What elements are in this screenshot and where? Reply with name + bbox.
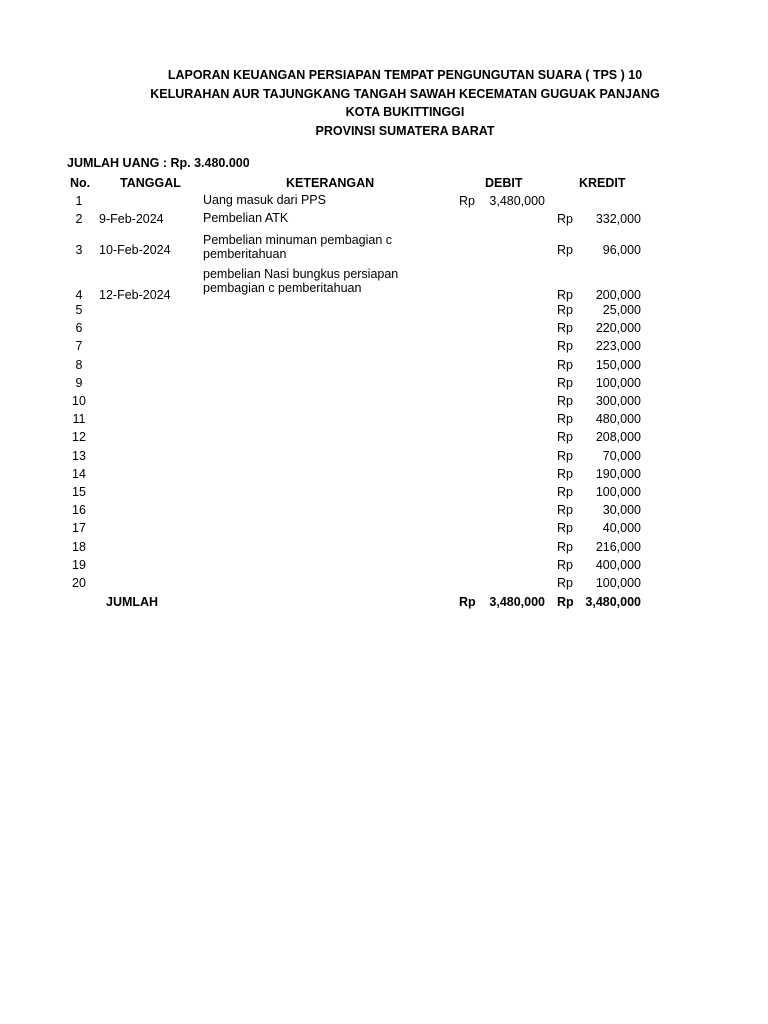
table-row <box>0 449 768 467</box>
row-number: 20 <box>72 576 86 590</box>
row-description: pembelian Nasi bungkus persiapan pembagian c pemberitahuan <box>203 267 399 295</box>
column-header-credit: KREDIT <box>579 176 626 190</box>
row-credit-currency: Rp <box>557 448 573 463</box>
column-header-date: TANGGAL <box>120 176 181 190</box>
row-credit-amount: 100,000 <box>595 576 641 590</box>
row-number: 12 <box>72 430 86 445</box>
row-credit-amount: 216,000 <box>595 539 641 554</box>
row-credit-currency: Rp <box>557 288 573 302</box>
table-row <box>0 303 768 321</box>
row-number: 10 <box>72 394 86 408</box>
row-number: 2 <box>75 212 83 226</box>
row-credit-amount: 223,000 <box>595 339 641 354</box>
row-credit-amount: 200,000 <box>595 288 641 302</box>
table-row <box>0 376 768 394</box>
row-credit-amount: 220,000 <box>595 321 641 336</box>
row-credit-amount: 70,000 <box>602 448 641 463</box>
row-number: 19 <box>72 557 86 572</box>
title-line: PROVINSI SUMATERA BARAT <box>315 123 495 138</box>
total-label: JUMLAH <box>106 595 159 609</box>
table-row <box>0 212 768 230</box>
table-row <box>0 503 768 521</box>
total-debit-currency: Rp <box>459 595 476 609</box>
row-number: 13 <box>72 448 86 463</box>
row-credit-currency: Rp <box>557 212 573 226</box>
row-credit-currency: Rp <box>557 357 573 372</box>
row-credit-currency: Rp <box>557 539 573 554</box>
row-number: 3 <box>75 243 83 257</box>
row-debit-amount: 3,480,000 <box>489 194 545 208</box>
row-credit-currency: Rp <box>557 521 573 536</box>
row-number: 8 <box>75 357 83 372</box>
total-row <box>0 595 768 613</box>
row-credit-currency: Rp <box>557 503 573 518</box>
row-number: 17 <box>72 521 86 536</box>
row-number: 16 <box>72 503 86 518</box>
table-row <box>0 394 768 412</box>
total-debit-amount: 3,480,000 <box>489 595 545 609</box>
row-credit-amount: 25,000 <box>602 303 641 317</box>
table-row <box>0 268 768 304</box>
row-credit-amount: 100,000 <box>595 485 641 499</box>
table-row <box>0 485 768 503</box>
row-credit-currency: Rp <box>557 303 573 317</box>
row-number: 14 <box>72 466 86 481</box>
row-number: 15 <box>72 485 86 499</box>
column-header-debit: DEBIT <box>485 176 523 190</box>
row-credit-amount: 332,000 <box>595 212 641 226</box>
row-credit-amount: 208,000 <box>595 430 641 445</box>
row-date: 10-Feb-2024 <box>99 243 171 257</box>
table-row <box>0 339 768 357</box>
table-row <box>0 194 768 212</box>
table-row <box>0 576 768 594</box>
row-number: 6 <box>75 321 83 336</box>
row-credit-currency: Rp <box>557 321 573 336</box>
row-number: 1 <box>75 194 83 208</box>
row-description: Pembelian minuman pembagian c pemberitahuan <box>203 233 392 261</box>
row-credit-currency: Rp <box>557 375 573 390</box>
row-date: 12-Feb-2024 <box>99 288 171 302</box>
report-title <box>90 66 720 140</box>
table-row <box>0 521 768 539</box>
table-row <box>0 540 768 558</box>
row-credit-amount: 96,000 <box>602 243 641 257</box>
row-credit-currency: Rp <box>557 485 573 499</box>
row-credit-amount: 400,000 <box>595 557 641 572</box>
row-credit-amount: 190,000 <box>595 466 641 481</box>
row-credit-amount: 100,000 <box>595 375 641 390</box>
row-credit-currency: Rp <box>557 430 573 445</box>
row-date: 9-Feb-2024 <box>99 212 164 226</box>
row-credit-amount: 30,000 <box>602 503 641 518</box>
row-credit-amount: 480,000 <box>595 412 641 427</box>
row-number: 11 <box>72 412 86 427</box>
row-number: 4 <box>75 288 83 302</box>
row-debit-currency: Rp <box>459 194 475 208</box>
row-credit-currency: Rp <box>557 576 573 590</box>
column-header-description: KETERANGAN <box>286 176 375 190</box>
row-credit-currency: Rp <box>557 394 573 408</box>
table-row <box>0 358 768 376</box>
table-row <box>0 467 768 485</box>
row-number: 5 <box>75 303 83 317</box>
row-description: Uang masuk dari PPS <box>203 193 326 207</box>
row-number: 18 <box>72 539 86 554</box>
column-header-no: No. <box>70 176 91 190</box>
title-line: KOTA BUKITTINGGI <box>345 105 465 119</box>
row-credit-currency: Rp <box>557 412 573 427</box>
table-row <box>0 558 768 576</box>
table-row <box>0 321 768 339</box>
table-row <box>0 235 768 259</box>
total-money-label: JUMLAH UANG : Rp. 3.480.000 <box>67 156 250 170</box>
row-credit-currency: Rp <box>557 557 573 572</box>
title-line: LAPORAN KEUANGAN PERSIAPAN TEMPAT PENGUNGUTAN SUARA ( TPS ) 10 <box>167 68 643 82</box>
table-row <box>0 412 768 430</box>
total-credit-amount: 3,480,000 <box>585 595 641 609</box>
total-credit-currency: Rp <box>557 595 574 609</box>
row-number: 9 <box>75 375 83 390</box>
row-credit-currency: Rp <box>557 339 573 354</box>
row-description: Pembelian ATK <box>203 211 289 225</box>
table-row <box>0 430 768 448</box>
title-line: KELURAHAN AUR TAJUNGKANG TANGAH SAWAH KECEMATAN GUGUAK PANJANG <box>150 86 660 101</box>
row-credit-amount: 300,000 <box>595 394 641 408</box>
row-credit-amount: 150,000 <box>595 357 641 372</box>
row-credit-amount: 40,000 <box>602 521 641 536</box>
row-credit-currency: Rp <box>557 243 573 257</box>
row-credit-currency: Rp <box>557 466 573 481</box>
row-number: 7 <box>75 339 83 354</box>
